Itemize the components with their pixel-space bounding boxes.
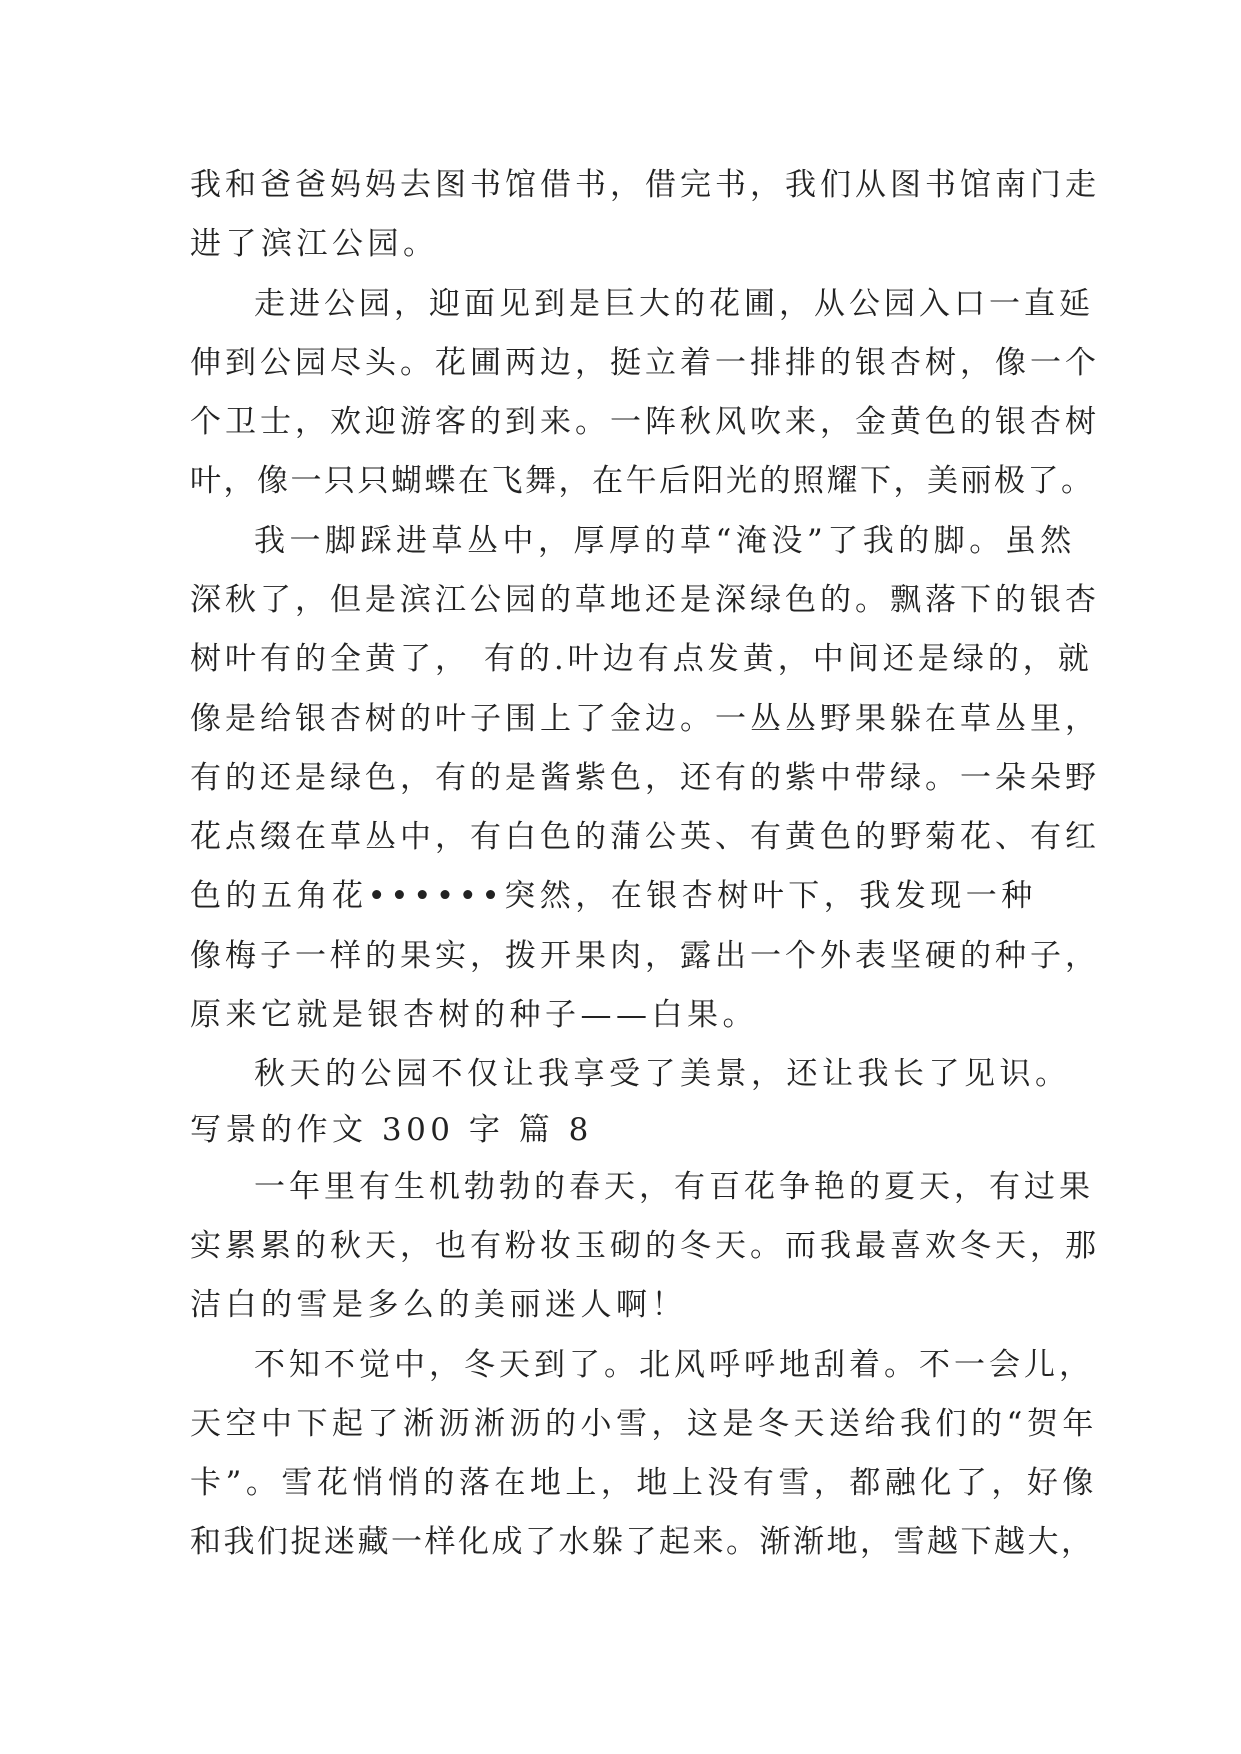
text-line: 实累累的秋天，也有粉妆玉砌的冬天。而我最喜欢冬天，那 bbox=[190, 1228, 1100, 1264]
text-line: 卡”。雪花悄悄的落在地上，地上没有雪，都融化了，好像 bbox=[190, 1465, 1098, 1501]
text-line: 像梅子一样的果实，拨开果肉，露出一个外表坚硬的种子， bbox=[190, 938, 1100, 974]
text-line: 有的还是绿色，有的是酱紫色，还有的紫中带绿。一朵朵野 bbox=[190, 760, 1100, 796]
text-line: 秋天的公园不仅让我享受了美景，还让我长了见识。 bbox=[254, 1056, 1071, 1092]
text-line: 进了滨江公园。 bbox=[190, 226, 439, 262]
text-line: 我一脚踩进草丛中，厚厚的草“淹没”了我的脚。虽然 bbox=[254, 523, 1076, 559]
text-line: 像是给银杏树的叶子围上了金边。一丛丛野果躲在草丛里， bbox=[190, 701, 1100, 737]
text-line: 洁白的雪是多么的美丽迷人啊！ bbox=[190, 1287, 687, 1323]
section-heading: 写景的作文 300 字 篇 8 bbox=[190, 1112, 593, 1148]
text-line: 不知不觉中，冬天到了。北风呼呼地刮着。不一会儿， bbox=[254, 1347, 1094, 1383]
text-line: 伸到公园尽头。花圃两边，挺立着一排排的银杏树，像一个 bbox=[190, 345, 1100, 381]
text-line: 我和爸爸妈妈去图书馆借书，借完书，我们从图书馆南门走 bbox=[190, 167, 1100, 203]
text-line: 和我们捉迷藏一样化成了水躲了起来。渐渐地，雪越下越大， bbox=[190, 1524, 1095, 1560]
text-line: 深秋了，但是滨江公园的草地还是深绿色的。飘落下的银杏 bbox=[190, 582, 1100, 618]
text-line: 花点缀在草丛中，有白色的蒲公英、有黄色的野菊花、有红 bbox=[190, 819, 1100, 855]
text-line: 色的五角花••••••突然，在银杏树叶下，我发现一种 bbox=[190, 878, 1037, 914]
text-line: 走进公园，迎面见到是巨大的花圃，从公园入口一直延 bbox=[254, 286, 1094, 322]
text-line: 叶，像一只只蝴蝶在飞舞，在午后阳光的照耀下，美丽极了。 bbox=[190, 463, 1095, 499]
text-line: 一年里有生机勃勃的春天，有百花争艳的夏天，有过果 bbox=[254, 1169, 1094, 1205]
text-line: 个卫士，欢迎游客的到来。一阵秋风吹来，金黄色的银杏树 bbox=[190, 404, 1100, 440]
text-line: 天空中下起了淅沥淅沥的小雪，这是冬天送给我们的“贺年 bbox=[190, 1406, 1098, 1442]
text-line: 原来它就是银杏树的种子——白果。 bbox=[190, 997, 758, 1033]
text-line: 树叶有的全黄了， 有的.叶边有点发黄，中间还是绿的，就 bbox=[190, 641, 1093, 677]
